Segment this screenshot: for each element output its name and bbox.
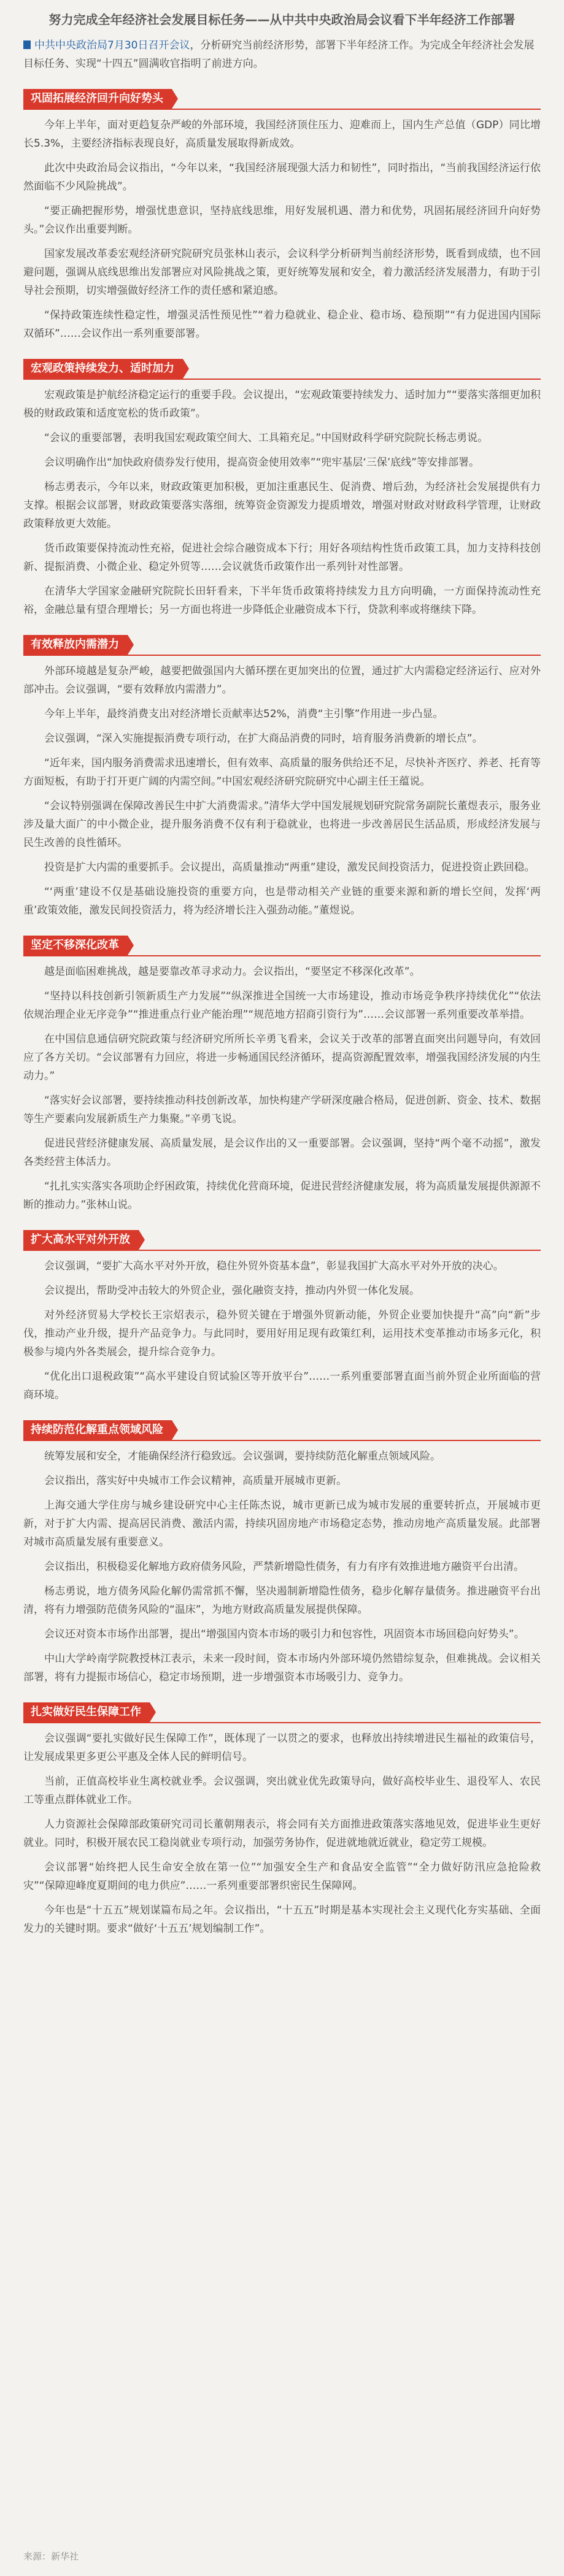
section-paragraph: 今年也是“十五五”规划谋篇布局之年。会议指出，“十五五”时期是基本实现社会主义现代化夯实基础、全面发力的关键时期。要求“做好‘十五五’规划编制工作”。 [23, 1904, 541, 1935]
lead-paragraph [23, 36, 541, 73]
footer-source: 来源：新华社 [23, 2551, 79, 2562]
section-paragraph: “落实好会议部署，要持续推动科技创新改革，加快构建产学研深度融合格局，促进创新、资金、技术、数据等生产要素向发展新质生产力集聚。”辛勇飞说。 [23, 1094, 541, 1125]
section-paragraph: 此次中央政治局会议指出，“今年以来，“我国经济展现强大活力和韧性”，同时指出，“当前我国经济运行依然面临不少风险挑战”。 [23, 162, 541, 193]
section-heading: 坚定不移深化改革 [23, 936, 128, 955]
section-divider [23, 1440, 541, 1441]
section-paragraph: 会议指出，积极稳妥化解地方政府债务风险，严禁新增隐性债务，有力有序有效推进地方融资平台出清。 [44, 1561, 524, 1573]
section-divider [23, 109, 541, 110]
section-heading: 持续防范化解重点领域风险 [23, 1420, 172, 1440]
section-divider [23, 655, 541, 656]
section-paragraph: 宏观政策是护航经济稳定运行的重要手段。会议提出，“宏观政策要持续发力、适时加力”“要落实落细更加积极的财政政策和适度宽松的货币政策”。 [23, 389, 541, 420]
section-paragraph: “会议的重要部署，表明我国宏观政策空间大、工具箱充足。”中国财政科学研究院院长杨志勇说。 [44, 432, 489, 444]
section-paragraph: 会议强调，“深入实施提振消费专项行动，在扩大商品消费的同时，培育服务消费新的增长点”。 [44, 732, 483, 745]
lead-marker-icon [23, 40, 31, 49]
section-paragraph: “扎扎实实落实各项助企纾困政策，持续优化营商环境，促进民营经济健康发展，将为高质量发展提供源源不断的推动力。”张林山说。 [23, 1180, 541, 1211]
section-paragraph: 会议提出，帮助受冲击较大的外贸企业，强化融资支持，推动内外贸一体化发展。 [44, 1285, 420, 1297]
section-1 [23, 89, 541, 343]
section-paragraph: 会议明确作出“加快政府债券发行使用，提高资金使用效率”“兜牢基层‘三保’底线”等安排部署。 [44, 456, 480, 469]
section-paragraph: “会议特别强调在保障改善民生中扩大消费需求。”清华大学中国发展规划研究院常务副院长董煜表示，服务业涉及量大面广的中小微企业，提升服务消费不仅有利于稳就业，也将进一步改善居民生活品质，形成经济发展与民生改善的良性循环。 [23, 800, 541, 849]
section-paragraph: 在清华大学国家金融研究院院长田轩看来，下半年货币政策将持续发力且方向明确，一方面保持流动性充裕，金融总量有望合理增长；另一方面也将进一步降低企业融资成本下行，贷款利率或将继续下降。 [23, 585, 541, 616]
section-paragraph: 促进民营经济健康发展、高质量发展，是会议作出的又一重要部署。会议强调，坚持“两个毫不动摇”，激发各类经营主体活力。 [23, 1137, 541, 1168]
section-7 [23, 1702, 541, 1938]
section-paragraph: 国家发展改革委宏观经济研究院研究员张林山表示，会议科学分析研判当前经济形势，既看到成绩，也不回避问题，强调从底线思维出发部署应对风险挑战之策，更好统筹发展和安全，着力激活经济发展潜力，有助于引导社会预期，切实增强做好经济工作的责任感和紧迫感。 [23, 248, 541, 297]
section-paragraph: 在中国信息通信研究院政策与经济研究所所长辛勇飞看来，会议关于改革的部署直面突出问题导向，有效回应了各方关切。“会议部署有力回应，将进一步畅通国民经济循环，提高资源配置效率，增强我国经济发展的内生动力。” [23, 1033, 541, 1082]
section-divider [23, 379, 541, 380]
article-title: 努力完成全年经济社会发展目标任务——从中共中央政治局会议看下半年经济工作部署 [48, 12, 516, 27]
section-5 [23, 1230, 541, 1404]
section-paragraph: 统筹发展和安全，才能确保经济行稳致远。会议强调，要持续防范化解重点领域风险。 [44, 1450, 441, 1463]
section-3 [23, 635, 541, 920]
section-paragraph: “优化出口退税政策”“高水平建设自贸试验区等开放平台”……一系列重要部署直面当前外贸企业所面临的营商环境。 [23, 1371, 541, 1401]
section-paragraph: “保持政策连续性稳定性，增强灵活性预见性”“着力稳就业、稳企业、稳市场、稳预期”“有力促进国内国际双循环”……会议作出一系列重要部署。 [23, 309, 541, 340]
section-paragraph: 上海交通大学住房与城乡建设研究中心主任陈杰说，城市更新已成为城市发展的重要转折点，开展城市更新，对于扩大内需、提高居民消费、激活内需，持续巩固房地产市场稳定态势，推动房地产高质量发展。此部署对城市高质量发展有重要意义。 [23, 1499, 541, 1548]
section-paragraph: 货币政策要保持流动性充裕，促进社会综合融资成本下行；用好各项结构性货币政策工具，加力支持科技创新、提振消费、小微企业、稳定外贸等……会议就货币政策作出一系列针对性部署。 [23, 542, 541, 573]
section-4 [23, 936, 541, 1214]
section-2 [23, 359, 541, 619]
section-paragraph: 今年上半年，最终消费支出对经济增长贡献率达52%，消费“主引擎”作用进一步凸显。 [44, 708, 444, 720]
section-paragraph: 对外经济贸易大学校长王宗炤表示，稳外贸关键在于增强外贸新动能，外贸企业要加快提升“高”向“新”步伐，推动产业升级，提升产品竞争力。与此同时，要用好用足现有政策红利，运用技术变革推动市场多元化，积极参与境内外各类展会，提升综合竞争力。 [23, 1309, 541, 1358]
section-divider [23, 1250, 541, 1251]
section-paragraph: 杨志勇说，地方债务风险化解仍需常抓不懈，坚决遏制新增隐性债务，稳步化解存量债务。推进融资平台出清，将有力增强防范债务风险的“温床”，为地方财政高质量发展提供保障。 [23, 1585, 541, 1616]
section-paragraph: 投资是扩大内需的重要抓手。会议提出，高质量推动“两重”建设，激发民间投资活力，促进投资止跌回稳。 [44, 861, 535, 874]
section-heading: 巩固拓展经济回升向好势头 [23, 89, 172, 109]
section-paragraph: “‘两重’建设不仅是基础设施投资的重要方向，也是带动相关产业链的重要来源和新的增长空间，发挥‘两重’政策效能，激发民间投资活力，将为经济增长注入强劲动能。”董煜说。 [23, 886, 541, 917]
section-paragraph: 会议指出，落实好中央城市工作会议精神，高质量开展城市更新。 [44, 1475, 347, 1487]
section-paragraph: 当前，正值高校毕业生离校就业季。会议强调，突出就业优先政策导向，做好高校毕业生、退役军人、农民工等重点群体就业工作。 [23, 1775, 541, 1806]
section-paragraph: “要正确把握形势，增强忧患意识，坚持底线思维，用好发展机遇、潜力和优势，巩固拓展经济回升向好势头。”会议作出重要判断。 [23, 205, 541, 236]
section-paragraph: 会议强调，“要扩大高水平对外开放，稳住外贸外资基本盘”，彰显我国扩大高水平对外开放的决心。 [44, 1260, 504, 1272]
section-paragraph: 中山大学岭南学院教授林江表示，未来一段时间，资本市场内外部环境仍然错综复杂，但难挑战。会议相关部署，将有力提振市场信心，稳定市场预期，进一步增强资本市场吸引力、竞争力。 [23, 1653, 541, 1683]
section-heading: 扩大高水平对外开放 [23, 1230, 139, 1250]
section-divider [23, 1722, 541, 1723]
article-sections [23, 89, 541, 1938]
section-paragraph: 外部环境越是复杂严峻，越要把做强国内大循环摆在更加突出的位置，通过扩大内需稳定经济运行、应对外部冲击。会议强调，“要有效释放内需潜力”。 [23, 665, 541, 696]
lead-source-phrase: 中共中央政治局7月30日召开会议 [34, 39, 190, 52]
lead-text: ，分析研究当前经济形势，部署下半年经济工作。为完成全年经济社会发展目标任务、实现“十四五”圆满收官指明了前进方向。 [23, 39, 535, 70]
section-paragraph: 人力资源社会保障部政策研究司司长董朝翔表示，将会同有关方面推进政策落实落地见效，促进毕业生更好就业。同时，积极开展农民工稳岗就业专项行动，加强劳务协作，促进就地就近就业，稳定劳工规模。 [23, 1818, 541, 1849]
section-6 [23, 1420, 541, 1686]
section-heading: 宏观政策持续发力、适时加力 [23, 359, 183, 379]
section-heading: 有效释放内需潜力 [23, 635, 128, 655]
section-paragraph: 会议部署“始终把人民生命安全放在第一位”“加强安全生产和食品安全监管”“全力做好防汛应急抢险救灾”“保障迎峰度夏期间的电力供应”……一系列重要部署织密民生保障网。 [23, 1861, 541, 1892]
section-paragraph: 今年上半年，面对更趋复杂严峻的外部环境，我国经济顶住压力、迎难而上，国内生产总值（GDP）同比增长5.3%，主要经济指标表现良好，高质量发展取得新成效。 [23, 119, 541, 150]
section-paragraph: “近年来，国内服务消费需求迅速增长，但有效率、高质量的服务供给还不足，尽快补齐医疗、养老、托育等方面短板，有助于打开更广阔的内需空间。”中国宏观经济研究院研究中心副主任王蕴说。 [23, 757, 541, 788]
section-divider [23, 955, 541, 956]
section-paragraph: 会议还对资本市场作出部署，提出“增强国内资本市场的吸引力和包容性，巩固资本市场回稳向好势头”。 [44, 1628, 525, 1640]
section-paragraph: 会议强调“要扎实做好民生保障工作”，既体现了一以贯之的要求，也释放出持续增进民生福祉的政策信号，让发展成果更多更公平惠及全体人民的鲜明信号。 [23, 1732, 541, 1763]
section-paragraph: “坚持以科技创新引领新质生产力发展”“纵深推进全国统一大市场建设，推动市场竞争秩序持续优化”“依法依规治理企业无序竞争”“推进重点行业产能治理”“规范地方招商引资行为”……会议部署一系列重要改革举措。 [23, 990, 541, 1021]
section-paragraph: 越是面临困难挑战，越是要靠改革寻求动力。会议指出，“要坚定不移深化改革”。 [44, 966, 420, 978]
section-paragraph: 杨志勇表示，今年以来，财政政策更加积极，更加注重惠民生、促消费、增后劲，为经济社会发展提供有力支撑。根据会议部署，财政政策要落实落细，统筹资金资源发力提质增效，增强对财政对财政科学管理，让财政政策释放更大效能。 [23, 481, 541, 530]
section-heading: 扎实做好民生保障工作 [23, 1702, 150, 1722]
